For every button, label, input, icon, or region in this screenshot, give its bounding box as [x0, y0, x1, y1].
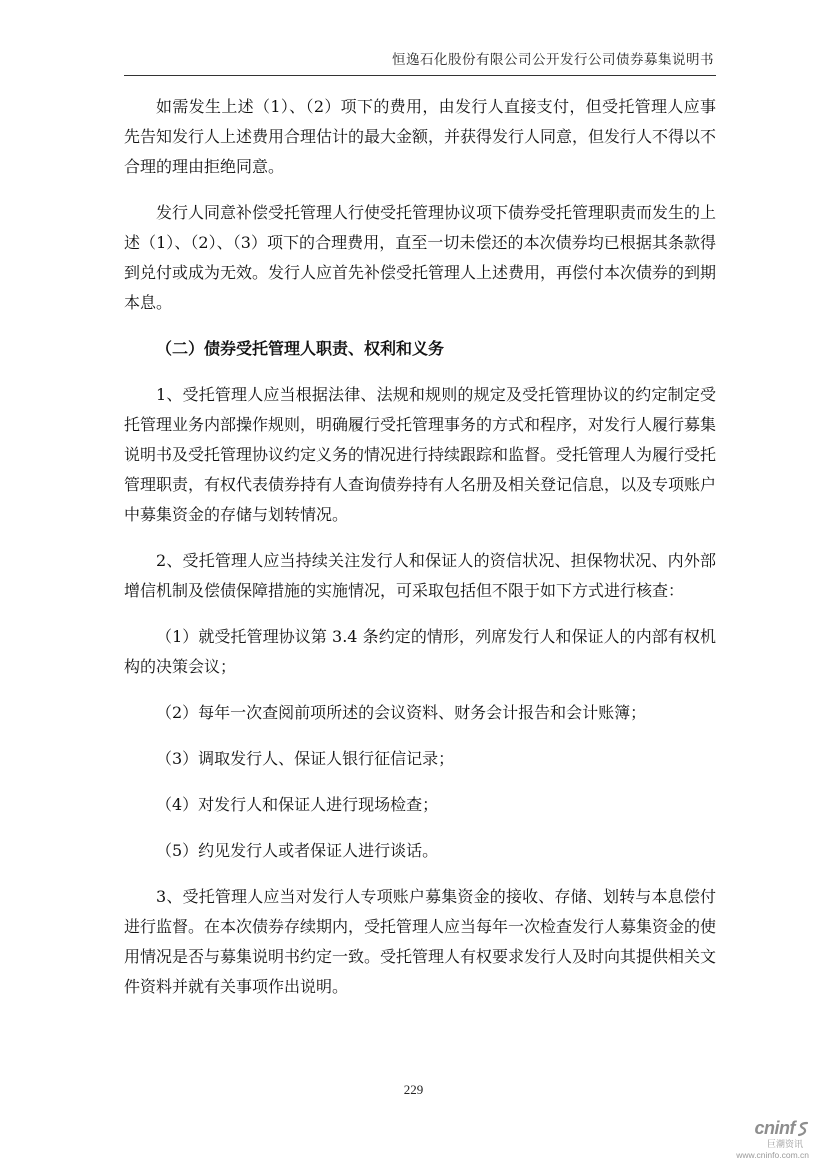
watermark-logo-text: cninf — [754, 1118, 795, 1138]
section-heading: （二）债券受托管理人职责、权利和义务 — [156, 339, 445, 358]
paragraph: 3、受托管理人应当对发行人专项账户募集资金的接收、存储、划转与本息偿付进行监督。在本次债券存续期内，受托管理人应当每年一次检查发行人募集资金的使用情况是否与募集说明书约定一致。受托管理人有权要求发行人及时向其提供相关文件资料并就有关事项作出说明。 — [124, 887, 717, 996]
list-item: （2）每年一次查阅前项所述的会议资料、财务会计报告和会计账簿； — [156, 703, 647, 722]
header-divider — [124, 75, 716, 76]
paragraph: 2、受托管理人应当持续关注发行人和保证人的资信状况、担保物状况、内外部增信机制及偿债保障措施的实施情况，可采取包括但不限于如下方式进行核查： — [124, 551, 716, 600]
list-item: （4）对发行人和保证人进行现场检查； — [156, 795, 439, 814]
document-header-title: 恒逸石化股份有限公司公开发行公司债券募集说明书 — [392, 52, 714, 68]
paragraph: 发行人同意补偿受托管理人行使受托管理协议项下债券受托管理职责而发生的上述（1）、（2）、（3）项下的合理费用，直至一切未偿还的本次债券均已根据其条款得到兑付或成为无效。发行人应首先补偿受托管理人上述费用，再偿付本次债券的到期本息。 — [124, 203, 717, 312]
watermark-url: www.cninfo.com.cn — [736, 1150, 809, 1160]
paragraph: 如需发生上述（1）、（2）项下的费用，由发行人直接支付，但受托管理人应事先告知发行人上述费用合理估计的最大金额，并获得发行人同意，但发行人不得以不合理的理由拒绝同意。 — [124, 97, 717, 176]
watermark-cn-name: 巨潮资讯 — [766, 1139, 803, 1149]
page-number: 229 — [403, 1082, 424, 1097]
document-body — [124, 92, 716, 1018]
cninfo-swirl-icon — [797, 1121, 809, 1137]
cninfo-watermark — [709, 1118, 809, 1160]
list-item: （1）就受托管理协议第 3.4 条约定的情形，列席发行人和保证人的内部有权机构的决策会议； — [124, 627, 716, 676]
list-item: （3）调取发行人、保证人银行征信记录； — [156, 749, 455, 768]
list-item: （5）约见发行人或者保证人进行谈话。 — [156, 841, 439, 860]
paragraph: 1、受托管理人应当根据法律、法规和规则的规定及受托管理协议的约定制定受托管理业务内部操作规则，明确履行受托管理事务的方式和程序，对发行人履行募集说明书及受托管理协议约定义务的情况进行持续跟踪和监督。受托管理人为履行受托管理职责，有权代表债券持有人查询债券持有人名册及相关登记信息，以及专项账户中募集资金的存储与划转情况。 — [124, 385, 717, 524]
